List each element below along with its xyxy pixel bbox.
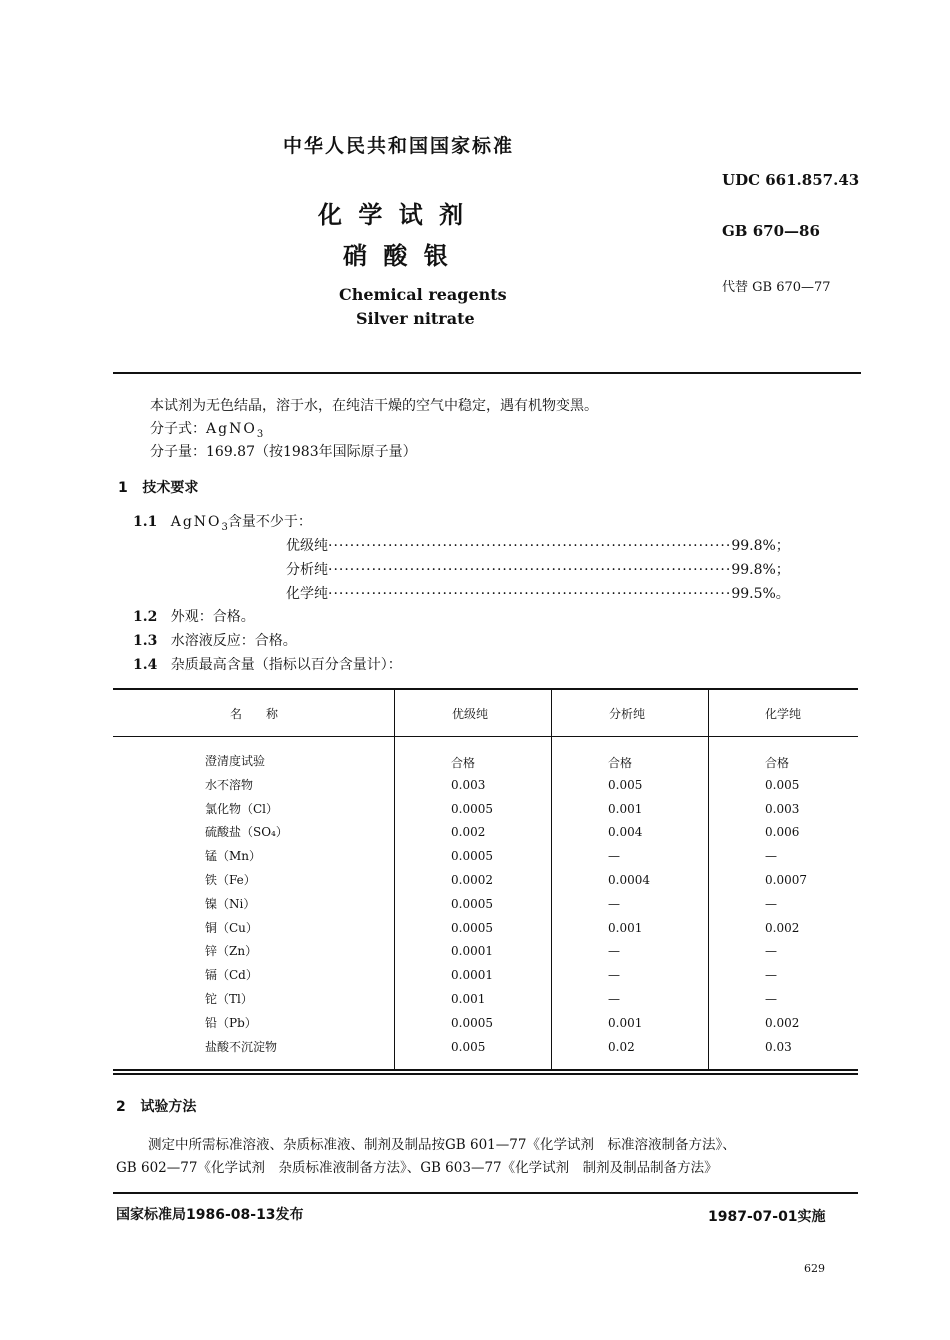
table-cell-value: 0.001 <box>608 1015 643 1030</box>
page-number: 629 <box>804 1262 825 1275</box>
effective-date: 1987-07-01实施 <box>708 1209 826 1225</box>
table-header-analytical: 分析纯 <box>609 707 646 721</box>
table-cell-value: 0.005 <box>765 777 800 792</box>
table-cell-value: 0.001 <box>608 920 643 935</box>
table-cell-value: 0.0002 <box>451 873 493 887</box>
table-cell-value: — <box>765 968 777 983</box>
grade-row: 优级纯··········································································99.8%； <box>286 538 790 554</box>
title-en-line2: Silver nitrate <box>356 309 475 328</box>
section1-1-number: 1.1 <box>133 514 158 530</box>
table-column-divider <box>708 688 709 1071</box>
table-cell-value: — <box>608 968 620 983</box>
section1-4-number: 1.4 <box>133 657 158 673</box>
formula-value: AgNO <box>206 421 257 437</box>
table-cell-value: 0.006 <box>765 825 800 840</box>
table-cell-value: 0.0001 <box>451 968 493 983</box>
table-cell-item: 锌（Zn） <box>205 944 258 959</box>
formula-label: 分子式： <box>150 421 206 437</box>
table-cell-value: 0.02 <box>608 1039 635 1054</box>
section1-title: 技术要求 <box>142 480 199 496</box>
table-cell-value: — <box>608 944 620 959</box>
section1-2 <box>133 606 255 626</box>
table-cell-value: 0.005 <box>451 1039 486 1054</box>
table-cell-value: 0.002 <box>765 1015 800 1030</box>
table-cell-value: — <box>608 896 620 911</box>
table-cell-value: 0.0005 <box>451 920 493 935</box>
title-zh-line2: 硝 酸 银 <box>343 242 452 270</box>
udc-code: UDC 661.857.43 <box>722 171 860 189</box>
table-cell-item: 氯化物（Cl） <box>205 801 279 816</box>
section1-4 <box>133 654 402 674</box>
table-cell-value: 0.002 <box>765 920 800 935</box>
issue-date: 国家标准局1986-08-13发布 <box>116 1207 304 1223</box>
grade-value: 99.8%； <box>731 562 790 578</box>
section1-3-text: 水溶液反应：合格。 <box>170 633 297 649</box>
table-header-chemical: 化学纯 <box>765 707 802 721</box>
table-cell-value: 0.0007 <box>765 873 807 887</box>
table-cell-item: 水不溶物 <box>205 777 254 792</box>
table-cell-value: 0.005 <box>608 777 643 792</box>
national-standard-heading: 中华人民共和国国家标准 <box>283 135 515 157</box>
section1-3-number: 1.3 <box>133 633 158 649</box>
intro-description: 本试剂为无色结晶，溶于水，在纯洁干燥的空气中稳定，遇有机物变黑。 <box>150 398 598 414</box>
header-rule <box>113 372 861 374</box>
table-cell-item: 锰（Mn） <box>205 849 262 864</box>
table-cell-value: 0.003 <box>765 801 800 816</box>
footer-rule <box>113 1192 858 1194</box>
table-cell-item: 澄清度试验 <box>205 754 266 768</box>
table-cell-value: — <box>765 896 777 911</box>
grade-name: 分析纯 <box>286 562 328 578</box>
table-cell-value: — <box>765 849 777 864</box>
grade-name: 优级纯 <box>286 538 328 554</box>
section2-title: 试验方法 <box>140 1099 197 1115</box>
table-cell-value: 0.001 <box>608 801 643 816</box>
table-cell-value: 合格 <box>608 756 633 770</box>
table-cell-item: 镉（Cd） <box>205 968 258 983</box>
molecular-mass: 分子量：169.87（按1983年国际原子量） <box>150 444 417 460</box>
table-bottom-rule <box>113 1069 858 1071</box>
table-cell-value: 0.001 <box>451 992 486 1006</box>
section-rule <box>113 1073 858 1075</box>
table-cell-value: 0.002 <box>451 825 486 840</box>
table-cell-item: 硫酸盐（SO₄） <box>205 825 288 840</box>
table-cell-value: — <box>608 849 620 864</box>
table-cell-item: 铊（Tl） <box>205 992 253 1006</box>
grade-row: 化学纯··········································································99.5%。 <box>286 586 790 602</box>
grade-name: 化学纯 <box>286 586 328 602</box>
replaces-standard: 代替 GB 670—77 <box>722 280 831 295</box>
table-cell-value: 0.0005 <box>451 801 493 816</box>
formula-subscript: 3 <box>256 428 264 440</box>
grade-value: 99.8%； <box>731 538 790 554</box>
table-column-divider <box>551 688 552 1071</box>
table-cell-item: 铅（Pb） <box>205 1015 257 1030</box>
table-cell-item: 盐酸不沉淀物 <box>205 1039 278 1054</box>
grade-value: 99.5%。 <box>731 586 790 602</box>
table-cell-value: — <box>765 992 777 1006</box>
table-header-rule <box>113 736 858 737</box>
table-cell-item: 铜（Cu） <box>205 920 258 935</box>
title-zh-line1: 化 学 试 剂 <box>318 201 468 229</box>
section2-para-line2: GB 602—77《化学试剂 杂质标准液制备方法》、GB 603—77《化学试剂 制剂及制品制备方法》 <box>116 1160 718 1176</box>
section2-para-line1: 测定中所需标准溶液、杂质标准液、制剂及制品按GB 601—77《化学试剂 标准溶液制备方法》、 <box>148 1137 736 1153</box>
table-column-divider <box>394 688 395 1071</box>
table-cell-value: 0.003 <box>451 777 486 792</box>
section2-number: 2 <box>116 1099 126 1115</box>
table-cell-item: 镍（Ni） <box>205 896 256 911</box>
table-top-rule <box>113 688 858 690</box>
section1-4-text: 杂质最高含量（指标以百分含量计）： <box>170 657 402 673</box>
grade-row: 分析纯··········································································99.8%； <box>286 562 790 578</box>
section1-2-text: 外观：合格。 <box>170 609 255 625</box>
section1-1-subscript: 3 <box>221 521 228 533</box>
section1-3 <box>133 630 297 650</box>
molecular-formula <box>150 418 263 440</box>
section1-1-formula: AgNO <box>170 514 222 530</box>
table-cell-value: 0.0005 <box>451 896 493 911</box>
table-cell-value: 0.0004 <box>608 873 650 887</box>
table-cell-value: — <box>608 992 620 1006</box>
table-cell-value: 合格 <box>765 756 790 770</box>
table-cell-value: 0.0005 <box>451 849 493 864</box>
section1-1 <box>133 511 312 533</box>
table-cell-item: 铁（Fe） <box>205 873 256 887</box>
table-cell-value: 0.03 <box>765 1039 792 1054</box>
gb-number: GB 670—86 <box>722 222 820 240</box>
section1-number: 1 <box>118 480 128 496</box>
title-en-line1: Chemical reagents <box>339 285 507 304</box>
section1-1-text: 含量不少于： <box>227 514 312 530</box>
section1-heading <box>118 477 198 497</box>
table-header-name: 名 称 <box>230 707 279 721</box>
table-cell-value: 合格 <box>451 756 476 770</box>
impurity-table <box>113 688 858 1071</box>
table-cell-value: 0.0001 <box>451 944 493 959</box>
table-cell-value: — <box>765 944 777 959</box>
table-cell-value: 0.0005 <box>451 1015 493 1030</box>
section1-2-number: 1.2 <box>133 609 158 625</box>
section2-heading <box>116 1096 196 1116</box>
table-header-premium: 优级纯 <box>452 707 489 721</box>
table-cell-value: 0.004 <box>608 825 643 840</box>
